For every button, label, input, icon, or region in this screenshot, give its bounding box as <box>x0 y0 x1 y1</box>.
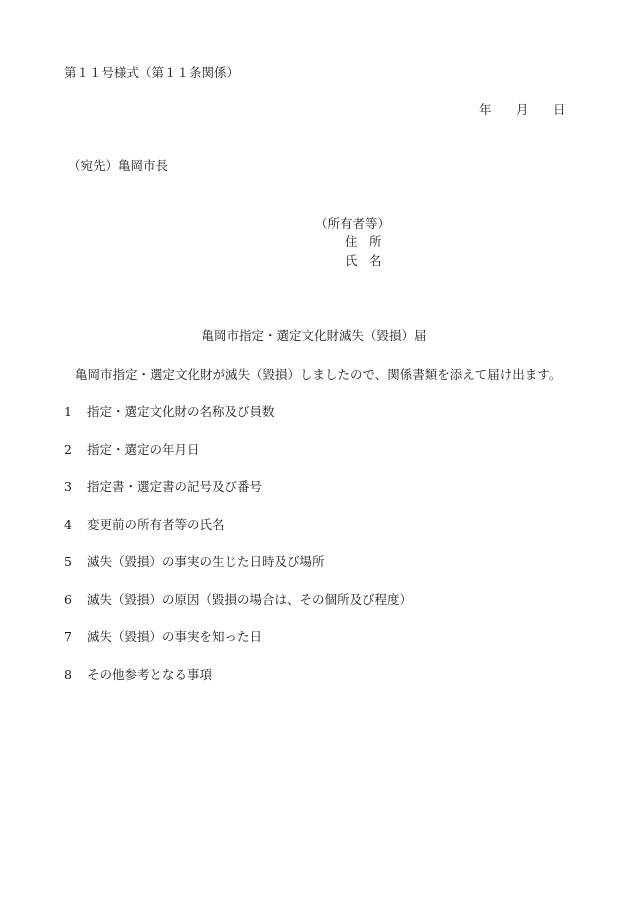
list-item-number: 6 <box>64 592 72 607</box>
owner-label: （所有者等） <box>315 216 391 231</box>
list-item-number: 5 <box>64 554 72 569</box>
owner-name-char-2: 名 <box>369 253 382 268</box>
list-item <box>64 519 225 532</box>
list-item <box>64 556 325 569</box>
list-item <box>64 406 275 419</box>
list-item-number: 1 <box>64 404 72 419</box>
document-title <box>0 330 630 343</box>
date-line <box>479 104 566 117</box>
form-number: 第１１号様式（第１１条関係） <box>64 65 240 80</box>
list-item-text: 指定・選定文化財の名称及び員数 <box>87 404 275 419</box>
list-item-text: 滅失（毀損）の事実の生じた日時及び場所 <box>87 554 325 569</box>
list-item-text: 指定・選定の年月日 <box>87 442 200 457</box>
list-item-number: 3 <box>64 479 72 494</box>
date-year-label: 年 <box>479 102 492 117</box>
list-item <box>64 631 262 644</box>
list-item-text: その他参考となる事項 <box>87 667 213 682</box>
body-text: 亀岡市指定・選定文化財が滅失（毀損）しましたので、関係書類を添えて届け出ます。 <box>75 367 562 382</box>
addressee: （宛先）亀岡市長 <box>68 158 169 173</box>
list-item-number: 8 <box>64 667 72 682</box>
owner-address-char-1: 住 <box>345 234 358 249</box>
list-item-text: 指定書・選定書の記号及び番号 <box>87 479 263 494</box>
list-item <box>64 669 212 682</box>
list-item-text: 変更前の所有者等の氏名 <box>87 517 225 532</box>
document-title-text: 亀岡市指定・選定文化財滅失（毀損）届 <box>201 328 427 343</box>
list-item <box>64 444 200 457</box>
date-month-label: 月 <box>516 102 529 117</box>
list-item-number: 4 <box>64 517 72 532</box>
list-item <box>64 594 412 607</box>
owner-name-label <box>345 255 382 268</box>
list-item-text: 滅失（毀損）の事実を知った日 <box>87 629 263 644</box>
list-item-text: 滅失（毀損）の原因（毀損の場合は、その個所及び程度） <box>87 592 413 607</box>
list-item-number: 7 <box>64 629 72 644</box>
owner-address-char-2: 所 <box>369 234 382 249</box>
owner-name-char-1: 氏 <box>345 253 358 268</box>
list-item <box>64 481 262 494</box>
date-day-label: 日 <box>553 102 566 117</box>
owner-address-label <box>345 236 382 249</box>
list-item-number: 2 <box>64 442 72 457</box>
